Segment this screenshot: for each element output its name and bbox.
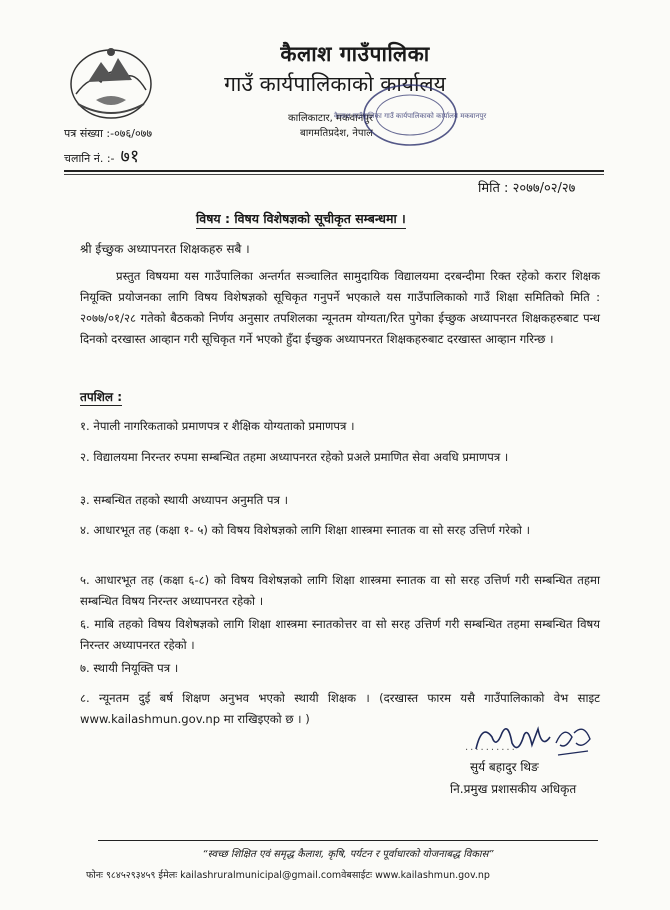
list-item: ४. आधारभूत तह (कक्षा १- ५) को विषय विशेषज्ञको लागि शिक्षा शास्त्रमा स्नातक वा सो सरह उत्तिर्ण गरेको । (80, 523, 531, 537)
dispatch-number (64, 144, 139, 168)
footer-contact: फोनः ९८४५२९३४५९ ईमेलः kailashruralmunicipal@gmail.comवेबसाईटः www.kailashmun.gov.np (86, 870, 490, 881)
list-item: ३. सम्बन्धित तहको स्थायी अध्यापन अनुमति पत्र । (80, 493, 288, 507)
body-paragraph (80, 266, 600, 350)
municipality-name: कैलाश गाउँपालिका (280, 42, 430, 66)
signatory-title: नि.प्रमुख प्रशासकीय अधिकृत (450, 782, 577, 796)
dispatch-value: ७१ (120, 146, 140, 167)
header-rule-thin (64, 174, 604, 175)
subject-line: विषय : विषय विशेषज्ञको सूचीकृत सम्बन्धमा । (196, 210, 406, 229)
footer-motto: “स्वच्छ शिक्षित एवं समृद्ध कैलाश, कृषि, पर्यटन र पूर्वाधारको योजनाबद्ध विकास” (202, 849, 494, 860)
reference-number: पत्र संख्या :-०७६/०७७ (64, 127, 153, 140)
stamp-text: कैलाश गाउँपालिका गाउँ कार्यपालिकाको कार्यालय मकवानपुर (333, 112, 487, 120)
address-line-2: बागमतिप्रदेश, नेपाल (300, 128, 373, 139)
list-item: ५. आधारभूत तह (कक्षा ६-८) को विषय विशेषज्ञको लागि शिक्षा शास्त्रमा स्नातक वा सो सरह उत्तिर्ण गरी सम्बन्धित तहमा सम्बन्धित विषय निरन्तर अध्यापनरत रहेको । (80, 573, 600, 608)
signatory-name: सुर्य बहादुर थिङ (470, 760, 539, 774)
office-name: गाउँ कार्यपालिकाको कार्यालय (224, 72, 446, 96)
list-item: ६. माबि तहको विषय विशेषज्ञको लागि शिक्षा शास्त्रमा स्नातकोत्तर वा सो सरह उत्तिर्ण गरी सम्बन्धित तहमा सम्बन्धित विषय निरन्तर अध्यापनरत रहेको । (80, 617, 600, 652)
letter-date: मिति : २०७७/०२/२७ (478, 181, 576, 196)
body-text: प्रस्तुत विषयमा यस गाउँपालिका अन्तर्गत सञ्चालित सामुदायिक विद्यालयमा दरबन्दीमा रिक्त रहेको करार शिक्षक नियूक्ति प्रयोजनका लागि विषय विशेषज्ञको सूचिकृत गनुपर्ने भएकाले यस गाउँपालिकाको गाउँ शिक्षा समितिको मिति : २०७७/०१/२८ गतेको बैठकको निर्णय अनुसार तपशिलका न्यूनतम योग्यता/रित पुगेका ईच्छुक अध्यापनरत शिक्षकहरुबाट पन्ध दिनको दरखास्त आव्हान गरी सूचिकृत गर्ने भएको हुँदा ईच्छुक अध्यापनरत शिक्षकहरुबाट दरखास्त आव्हान गरिन्छ । (80, 269, 600, 346)
nepal-emblem-logo (66, 44, 156, 120)
header-rule (64, 170, 604, 172)
addressee: श्री ईच्छुक अध्यापनरत शिक्षकहरु सबै । (80, 242, 250, 256)
details-heading: तपशिल : (80, 390, 123, 404)
dispatch-label: चलानि नं. :- (64, 152, 115, 165)
address-line-1: कालिकाटार, मकवानपुर (288, 113, 374, 124)
list-item: ७. स्थायी नियूक्ति पत्र । (80, 661, 179, 675)
list-item: २. विद्यालयमा निरन्तर रुपमा सम्बन्धित तहमा अध्यापनरत रहेको प्रअले प्रमाणित सेवा अवधि प्रमाणपत्र । (80, 450, 509, 464)
list-item: ८. न्यूनतम दुई बर्ष शिक्षण अनुभव भएको स्थायी शिक्षक । (दरखास्त फारम यसै गाउँपालिकाको वेभ साइट www.kailashmun.gov.np मा राखिइएको छ । ) (80, 691, 600, 726)
signature-line: .......... (465, 742, 517, 753)
list-item: १. नेपाली नागरिकताको प्रमाणपत्र र शैक्षिक योग्यताको प्रमाणपत्र । (80, 419, 355, 433)
footer-rule (98, 840, 598, 841)
